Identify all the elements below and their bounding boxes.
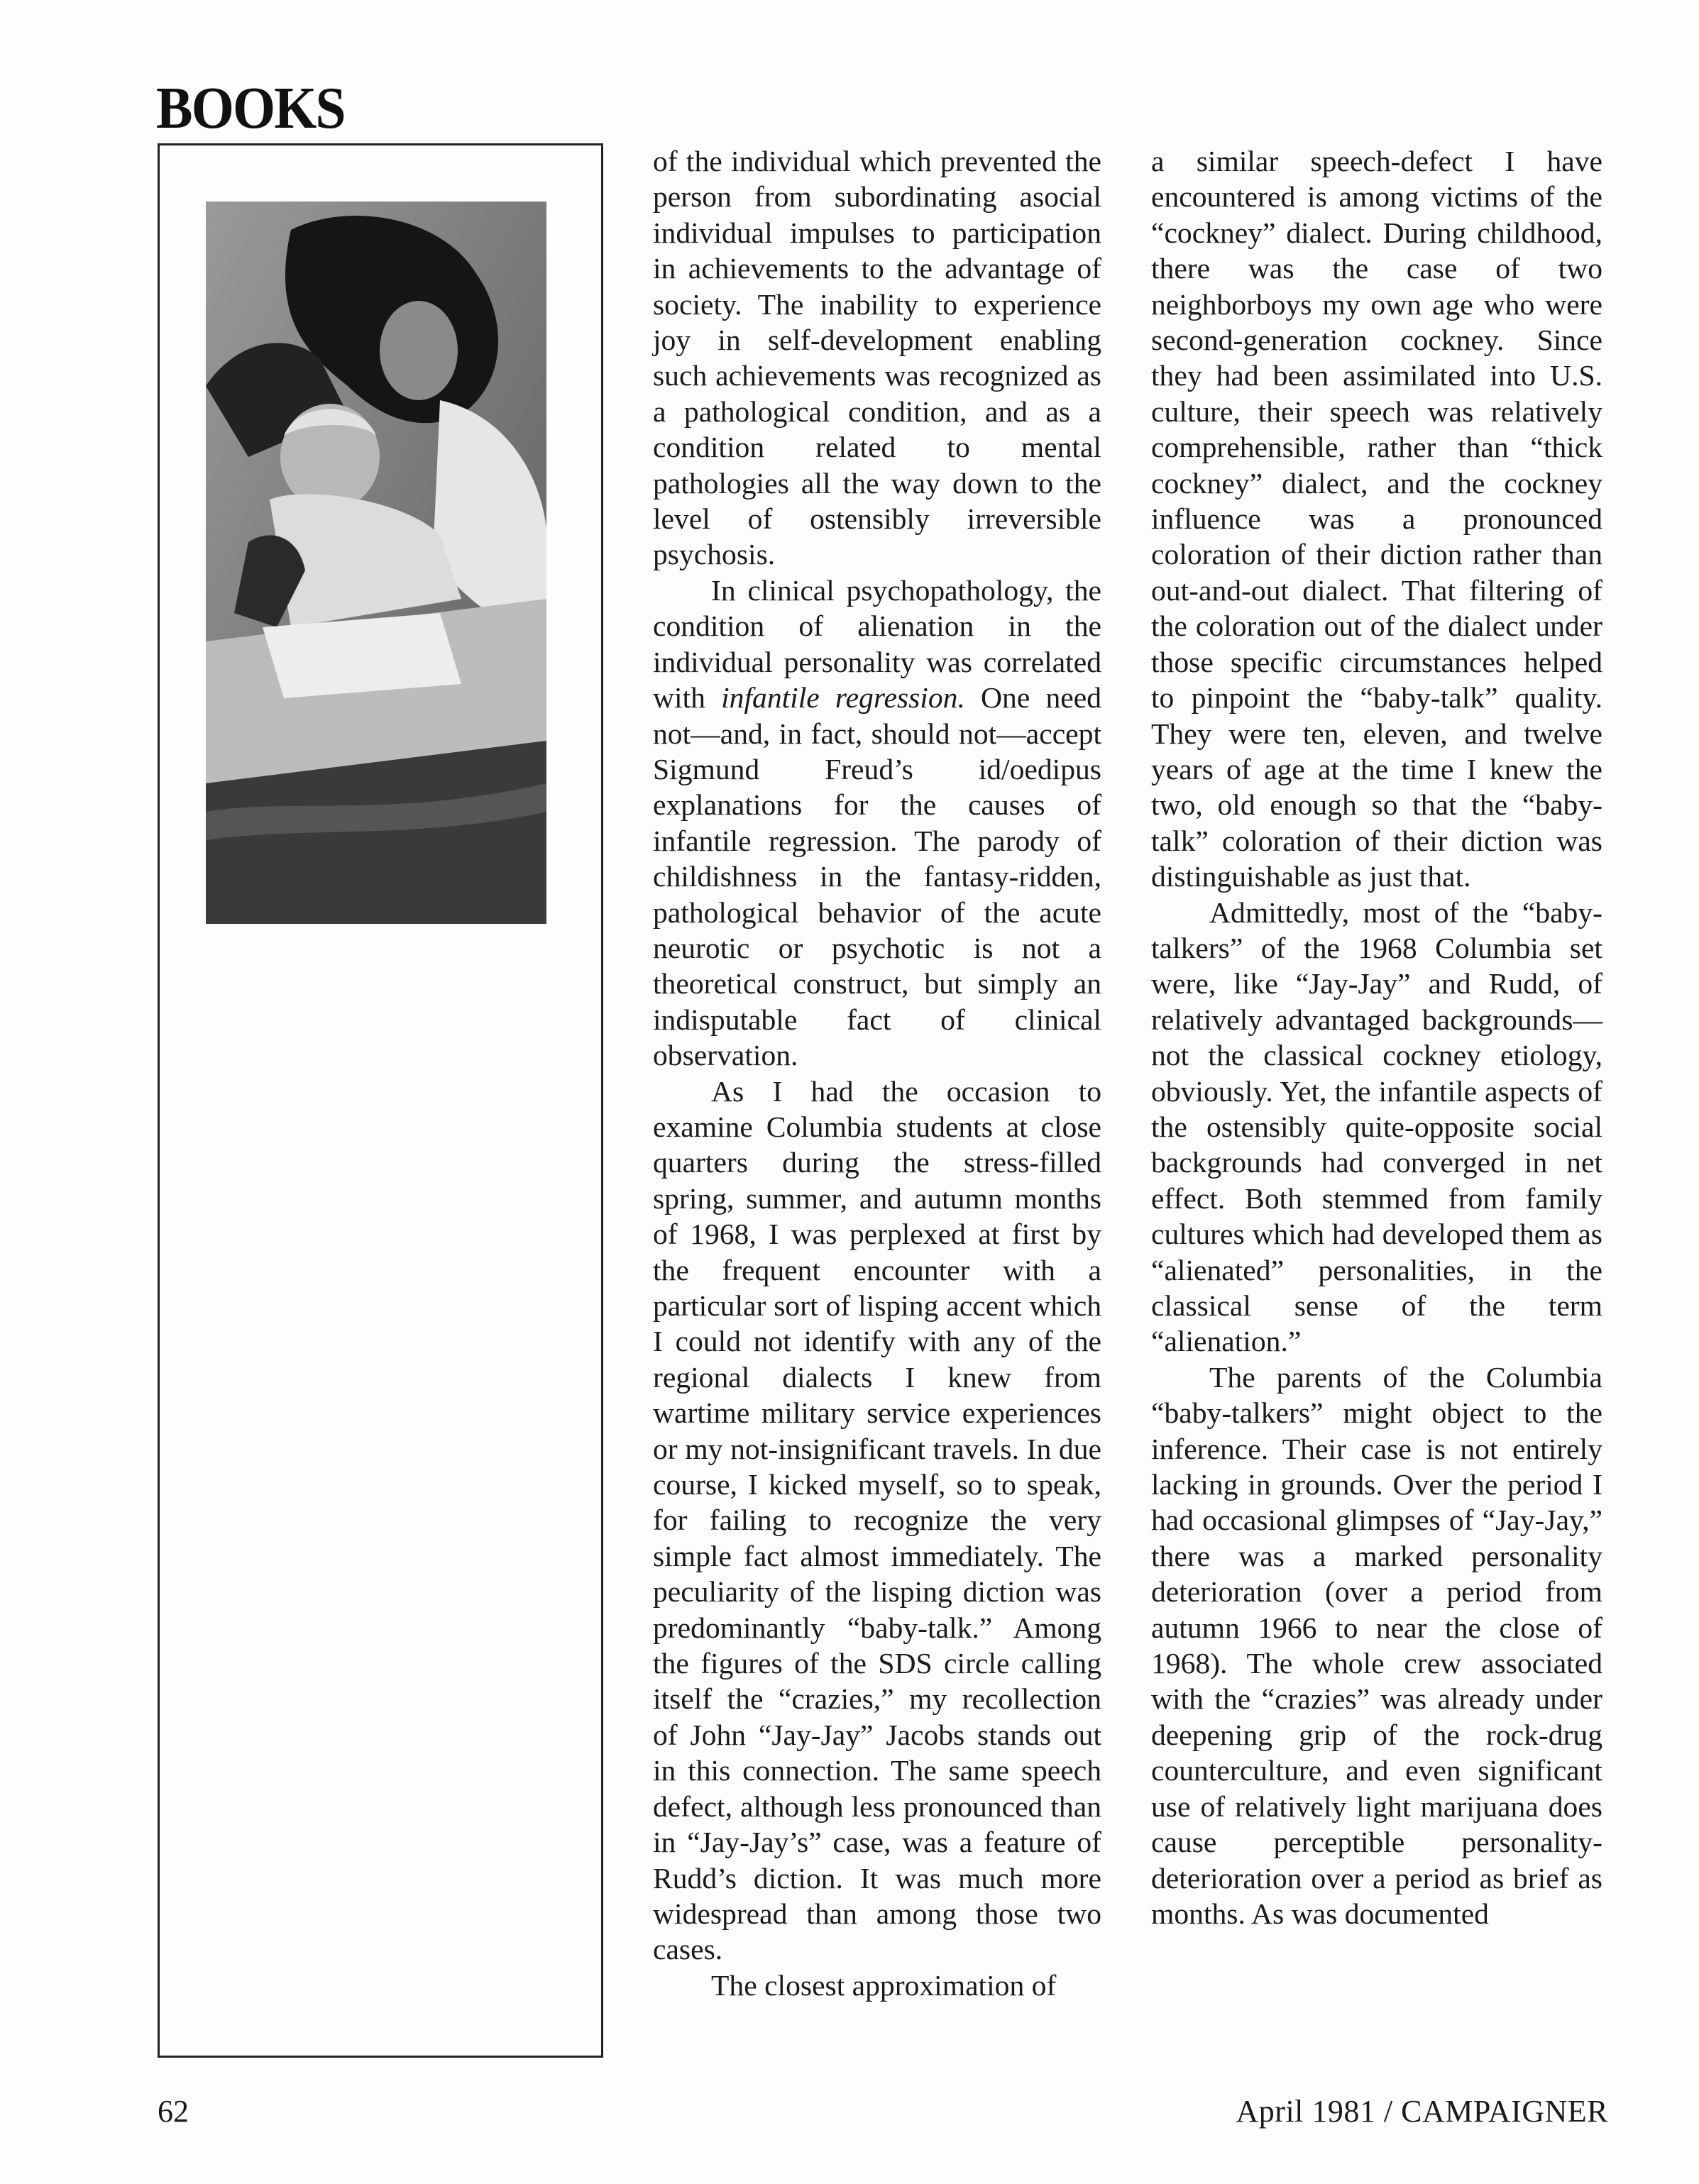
paragraph: As I had the occasion to examine Columbia students at close quarters during the stress-filled spring, summer, and autumn months of 1968, I was perplexed at first by the frequent encounter with a particular sort of lisping accent which I could not identify with any of the regional dialects I knew from wartime military service experiences or my not-insignificant travels. In due course, I kicked myself, so to speak, for failing to recognize the very simple fact almost immediately. The peculiarity of the lisping diction was predominantly “baby-talk.” Among the figures of the SDS circle calling itself the “crazies,” my recollection of John “Jay-Jay” Jacobs stands out in this connection. The same speech defect, although less pronounced than in “Jay-Jay’s” case, was a feature of Rudd’s diction. It was much more widespread than among those two cases. <box>653 1074 1101 1966</box>
emphasis: infantile regression. <box>721 681 965 715</box>
photo-image <box>206 202 546 924</box>
photo-mother-and-child <box>206 202 546 924</box>
text-run: In clinical psychopathology, the condition of alienation in the individual personality was correlated with <box>653 573 1101 715</box>
paragraph: The parents of the Columbia “baby-talkers” might object to the inference. Their case is not entirely lacking in grounds. Over the period I had occasional glimpses of “Jay-Jay,” there was a marked personality deterioration (over a period from autumn 1966 to near the close of 1968). The whole crew associated with the “crazies” was already under deepening grip of the rock-drug counterculture, and even significant use of relatively light marijuana does cause perceptible personality-deterioration over a period as brief as months. As was documented <box>1151 1360 1602 1930</box>
paragraph: Admittedly, most of the “baby-talkers” of the 1968 Columbia set were, like “Jay-Jay” and Rudd, of relatively advantaged backgrounds—not the classical cockney etiology, obviously. Yet, the infantile aspects of the ostensibly quite-opposite social backgrounds had converged in net effect. Both stemmed from family cultures which had developed them as “alienated” personalities, in the classical sense of the term “alienation.” <box>1151 895 1602 1358</box>
paragraph: The closest approximation of <box>711 1968 1057 2002</box>
issue-line: April 1981 / CAMPAIGNER <box>1236 2094 1608 2129</box>
page-number: 62 <box>158 2094 189 2129</box>
paragraph: a similar speech-defect I have encountered is among victims of the “cockney” dialect. During childhood, there was the case of two neighborboys my own age who were second-generation cockney. Since they had been assimilated into U.S. culture, their speech was relatively comprehensible, rather than “thick cockney” dialect, and the cockney influence was a pronounced coloration of their diction rather than out-and-out dialect. That filtering of the coloration out of the dialect under those specific circumstances helped to pinpoint the “baby-talk” quality. They were ten, eleven, and twelve years of age at the time I knew the two, old enough so that the “baby-talk” coloration of their diction was distinguishable as just that. <box>1151 145 1602 893</box>
section-heading: BOOKS <box>156 75 345 141</box>
paragraph: of the individual which prevented the person from subordinating asocial individual impulses to participation in achievements to the advantage of society. The inability to experience joy in self-development enabling such achievements was recognized as a pathological condition, and as a condition related to mental pathologies all the way down to the level of ostensibly irreversible psychosis. <box>653 145 1101 571</box>
column-1 <box>653 143 1101 2003</box>
text-run: One need not—and, in fact, should not—accept Sigmund Freud’s id/oedipus explanations for the causes of infantile regression. The parody of childishness in the fantasy-ridden, pathological behavior of the acute neurotic or psychotic is not a theoretical construct, but simply an indisputable fact of clinical observation. <box>653 681 1101 1072</box>
paragraph <box>653 573 1101 1074</box>
column-2 <box>1151 143 1602 1931</box>
